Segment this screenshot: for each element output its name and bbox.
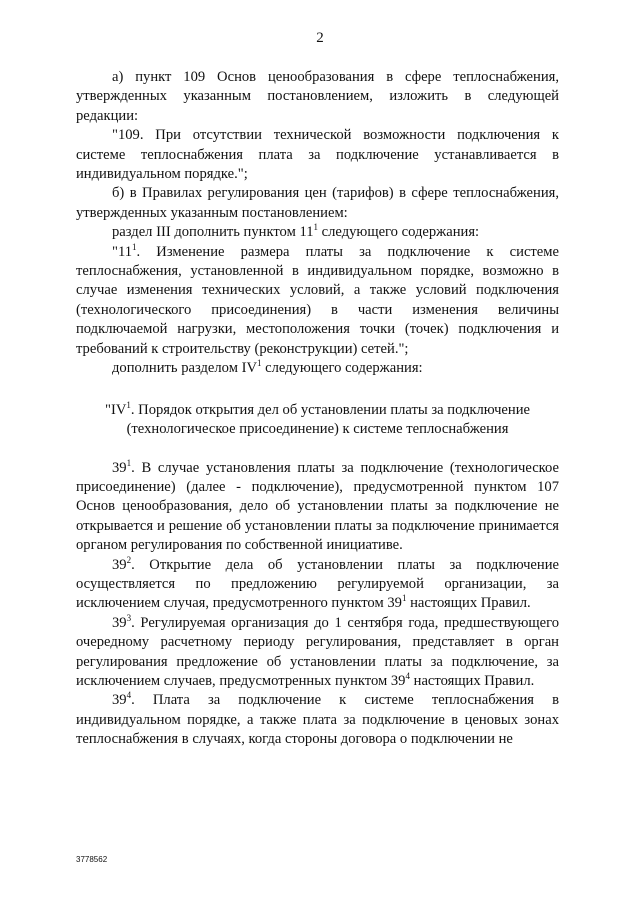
document-id: 3778562 [76,855,108,864]
section-heading: "$IV^1$. Порядок открытия дел об установлении платы за подключение (технологическое присоединение) к системе теплоснабжения [105,399,530,437]
paragraph-39-1: $39^1$. В случае установления платы за подключение (технологическое присоединение) (далее - подключение), предусмотренной пунктом 107 Основ ценообразования, дело об установлении платы за подключение не открывается и решение об установлении платы за подключение принимается органом регулирования по собственной инициативе. [76,457,559,554]
document-body [76,68,559,750]
paragraph-section-iv: дополнить разделом $IV^1$ следующего содержания: [112,358,423,377]
paragraph-section-iii: раздел III дополнить пунктом $11^1$ следующего содержания: [112,222,480,241]
paragraph-b: б) в Правилах регулирования цен (тарифов) в сфере теплоснабжения, утвержденных указанным постановлением: [76,185,559,221]
paragraph-39-2: $39^2$. Открытие дела об установлении платы за подключение осуществляется по предложению регулируемой организации, за исключением случая, предусмотренного пунктом $39^1$ настоящих Правил. [76,554,559,612]
paragraph-39-4: $39^4$. Плата за подключение к системе теплоснабжения в индивидуальном порядке, а также плата за подключение в ценовых зонах теплоснабжения в случаях, когда стороны договора о подключении не [76,690,559,748]
paragraph-quote-11-1: "$11^1$. Изменение размера платы за подключение к системе теплоснабжения, установленной в индивидуальном порядке, возможно в случае изменения технических условий, а также условий подключения (технологического присоединения) в части изменения величины подключаемой нагрузки, местоположения точки (точек) подключения и требований к строительству (реконструкции) сетей."; [76,241,559,357]
paragraph-quote-109: "109. При отсутствии технической возможности подключения к системе теплоснабжения плата за подключение устанавливается в индивидуальном порядке."; [76,127,559,183]
paragraph-a: а) пункт 109 Основ ценообразования в сфере теплоснабжения, утвержденных указанным постановлением, изложить в следующей редакции: [76,69,559,124]
page-number: 2 [316,30,324,46]
paragraph-39-3: $39^3$. Регулируемая организация до 1 сентября года, предшествующего очередному расчетному периоду регулирования, представляет в орган регулирования предложение об установлении платы за подключение, за исключением случаев, предусмотренных пунктом $39^4$ настоящих Правил. [76,612,559,689]
